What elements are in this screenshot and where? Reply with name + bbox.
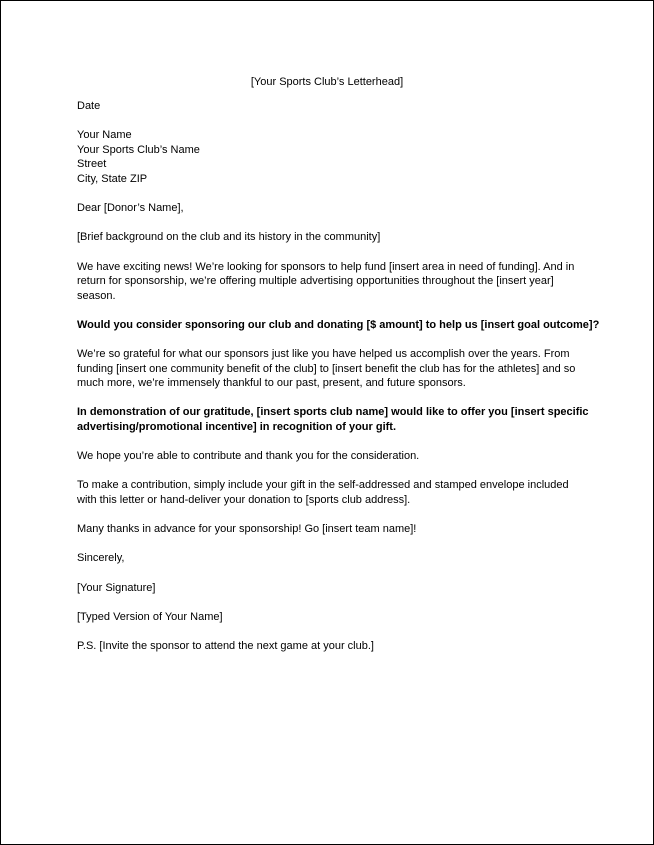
news-line: return for sponsorship, we’re offering multiple advertising opportunities throughout the [insert year] bbox=[77, 275, 554, 288]
offer-line: advertising/promotional incentive] in recognition of your gift. bbox=[77, 421, 397, 434]
signature-placeholder: [Your Signature] bbox=[77, 581, 156, 594]
contribution-line: To make a contribution, simply include your gift in the self-addressed and stamped envelope included bbox=[77, 479, 569, 492]
news-paragraph bbox=[77, 260, 587, 304]
closing: Sincerely, bbox=[77, 552, 125, 565]
gratitude-line: much more, we’re immensely thankful to our past, present, and future sponsors. bbox=[77, 377, 466, 390]
background-paragraph: [Brief background on the club and its history in the community] bbox=[77, 231, 381, 244]
gratitude-line: We’re so grateful for what our sponsors just like you have helped us accomplish over the years. From bbox=[77, 348, 570, 361]
salutation: Dear [Donor’s Name], bbox=[77, 202, 184, 215]
contribution-line: with this letter or hand-deliver your donation to [sports club address]. bbox=[77, 494, 411, 507]
date-line: Date bbox=[77, 100, 101, 112]
hope-paragraph: We hope you’re able to contribute and thank you for the consideration. bbox=[77, 450, 420, 463]
gratitude-line: funding [insert one community benefit of the club] to [insert benefit the club has for the athletes] and so bbox=[77, 362, 576, 375]
news-line: season. bbox=[77, 289, 116, 302]
offer-line: In demonstration of our gratitude, [insert sports club name] would like to offer you [insert specific bbox=[77, 406, 589, 419]
gratitude-paragraph bbox=[77, 347, 587, 391]
ask-paragraph: Would you consider sponsoring our club and donating [$ amount] to help us [insert goal outcome]? bbox=[77, 318, 600, 331]
typed-name: [Typed Version of Your Name] bbox=[77, 610, 223, 623]
sender-address bbox=[77, 128, 587, 186]
thanks-paragraph: Many thanks in advance for your sponsorship! Go [insert team name]! bbox=[77, 523, 417, 536]
sender-city-state-zip: City, State ZIP bbox=[77, 172, 148, 185]
news-line: We have exciting news! We’re looking for sponsors to help fund [insert area in need of funding]. And in bbox=[77, 260, 575, 273]
letterhead: [Your Sports Club’s Letterhead] bbox=[250, 76, 404, 88]
postscript: P.S. [Invite the sponsor to attend the next game at your club.] bbox=[77, 639, 374, 652]
sender-name: Your Name bbox=[77, 129, 132, 142]
letter-body bbox=[77, 99, 600, 654]
contribution-paragraph bbox=[77, 478, 587, 507]
sender-street: Street bbox=[77, 158, 107, 171]
offer-paragraph bbox=[77, 405, 587, 434]
sender-club-name: Your Sports Club’s Name bbox=[77, 143, 200, 156]
